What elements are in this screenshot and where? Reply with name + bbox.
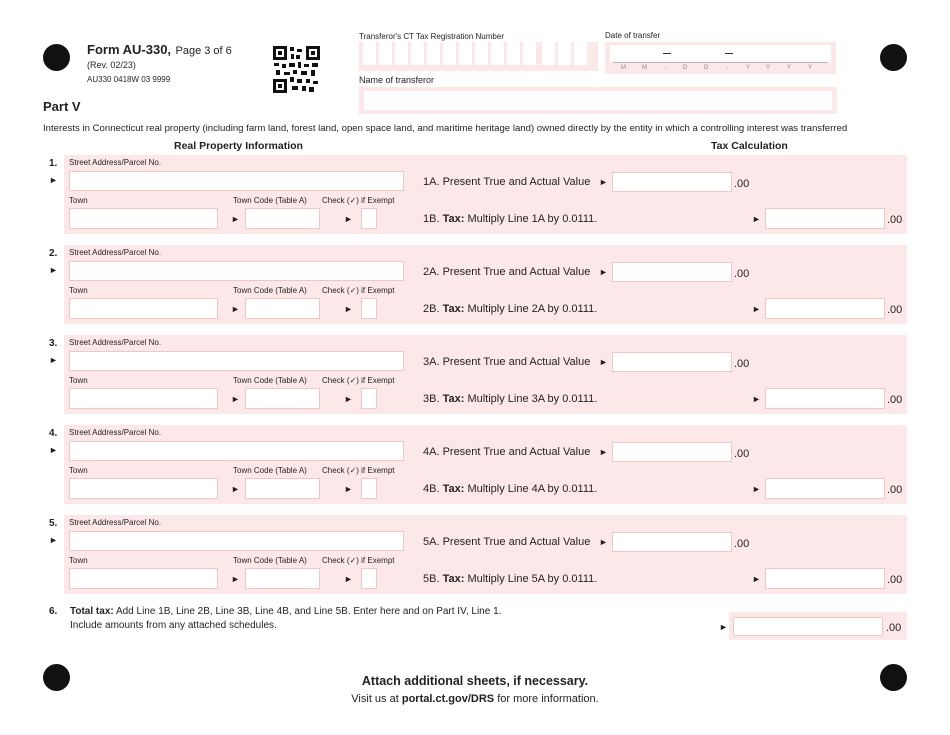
visit-prefix: Visit us at (351, 693, 399, 705)
exempt-checkbox[interactable] (361, 478, 377, 499)
exempt-checkbox[interactable] (361, 388, 377, 409)
total-cents: .00 (886, 622, 902, 634)
attach-note: Attach additional sheets, if necessary. (361, 674, 589, 688)
total-arrow-icon: ► (719, 622, 728, 632)
value-arrow-icon: ► (599, 537, 608, 547)
date-char-sep2: - (726, 65, 728, 71)
value-cents: .00 (734, 268, 750, 280)
exempt-arrow-icon: ► (344, 484, 353, 494)
value-label: 5A. Present True and Actual Value (423, 536, 591, 548)
town-code-input[interactable] (245, 568, 320, 589)
value-cents: .00 (734, 538, 750, 550)
town-code-arrow-icon: ► (231, 394, 240, 404)
row-number: 3. (49, 338, 58, 349)
value-input[interactable] (612, 352, 732, 372)
town-input[interactable] (69, 478, 218, 499)
date-char-y4: Y (808, 65, 813, 71)
street-input[interactable] (69, 441, 404, 461)
town-code-input[interactable] (245, 388, 320, 409)
value-cents: .00 (734, 178, 750, 190)
qr-code-icon (273, 46, 320, 93)
tax-input[interactable] (765, 208, 885, 229)
part-description: Interests in Connecticut real property (including farm land, forest land, open space land, and maritime heritage land) owned directly by the entity in which a controlling interest was transferred (43, 123, 848, 134)
tax-prefix: 4B. (423, 483, 440, 495)
town-code-input[interactable] (245, 478, 320, 499)
town-code-input[interactable] (245, 208, 320, 229)
date-char-y2: Y (766, 65, 771, 71)
tax-input[interactable] (765, 478, 885, 499)
value-input[interactable] (612, 532, 732, 552)
tax-input[interactable] (765, 568, 885, 589)
total-bold: Total tax: (70, 606, 114, 617)
row-number: 1. (49, 158, 58, 169)
registration-mark-top-left (43, 44, 70, 71)
tax-label (423, 573, 597, 585)
form-title (87, 41, 232, 59)
value-arrow-icon: ► (599, 357, 608, 367)
row-arrow-icon: ► (49, 265, 58, 275)
town-code-arrow-icon: ► (231, 574, 240, 584)
value-label: 4A. Present True and Actual Value (423, 446, 591, 458)
tax-text: Multiply Line 3A by 0.0111. (467, 393, 598, 405)
tax-prefix: 3B. (423, 393, 440, 405)
value-label: 2A. Present True and Actual Value (423, 266, 591, 278)
row-arrow-icon: ► (49, 535, 58, 545)
exempt-label: Check (✓) if Exempt (322, 196, 395, 205)
total-number: 6. (49, 606, 58, 617)
value-input[interactable] (612, 442, 732, 462)
row-number: 4. (49, 428, 58, 439)
value-cents: .00 (734, 448, 750, 460)
value-input[interactable] (612, 172, 732, 192)
town-label: Town (69, 286, 88, 295)
street-input[interactable] (69, 261, 404, 281)
row-number: 5. (49, 518, 58, 529)
row-arrow-icon: ► (49, 355, 58, 365)
visit-suffix: for more information. (497, 693, 599, 705)
tax-text: Multiply Line 5A by 0.0111. (467, 573, 598, 585)
street-input[interactable] (69, 351, 404, 371)
town-code-label: Town Code (Table A) (233, 286, 307, 295)
tax-input[interactable] (765, 298, 885, 319)
col-header-tax: Tax Calculation (711, 140, 788, 152)
exempt-label: Check (✓) if Exempt (322, 376, 395, 385)
tax-bold: Tax: (442, 483, 465, 495)
revision-date: (Rev. 02/23) (87, 60, 136, 70)
tax-label (423, 213, 597, 225)
street-input[interactable] (69, 171, 404, 191)
portal-link[interactable]: portal.ct.gov/DRS (401, 693, 495, 705)
date-char-d1: D (683, 65, 688, 71)
date-char-sep1: - (665, 65, 667, 71)
total-text (70, 606, 501, 617)
col-header-property: Real Property Information (174, 140, 303, 152)
tax-arrow-icon: ► (752, 394, 761, 404)
date-char-y3: Y (787, 65, 792, 71)
exempt-checkbox[interactable] (361, 298, 377, 319)
exempt-arrow-icon: ► (344, 214, 353, 224)
date-char-m1: M (621, 65, 626, 71)
tax-arrow-icon: ► (752, 484, 761, 494)
town-input[interactable] (69, 388, 218, 409)
street-label: Street Address/Parcel No. (69, 248, 162, 257)
name-label: Name of transferor (359, 75, 435, 85)
exempt-arrow-icon: ► (344, 304, 353, 314)
town-code-input[interactable] (245, 298, 320, 319)
exempt-checkbox[interactable] (361, 208, 377, 229)
form-code: AU330 0418W 03 9999 (87, 75, 171, 84)
date-char-d2: D (704, 65, 709, 71)
row-number: 2. (49, 248, 58, 259)
total-instruction: Add Line 1B, Line 2B, Line 3B, Line 4B, and Line 5B. Enter here and on Part IV, Line 1. (115, 606, 502, 617)
town-label: Town (69, 196, 88, 205)
reg-number-label: Transferor's CT Tax Registration Number (359, 32, 504, 41)
date-char-m2: M (642, 65, 647, 71)
town-code-arrow-icon: ► (231, 304, 240, 314)
street-label: Street Address/Parcel No. (69, 518, 162, 527)
tax-cents: .00 (887, 484, 903, 496)
tax-label (423, 303, 597, 315)
town-code-label: Town Code (Table A) (233, 466, 307, 475)
town-code-label: Town Code (Table A) (233, 196, 307, 205)
town-label: Town (69, 376, 88, 385)
tax-arrow-icon: ► (752, 574, 761, 584)
name-field[interactable] (359, 87, 837, 114)
tax-bold: Tax: (442, 393, 465, 405)
tax-cents: .00 (887, 394, 903, 406)
value-cents: .00 (734, 358, 750, 370)
value-arrow-icon: ► (599, 447, 608, 457)
tax-text: Multiply Line 2A by 0.0111. (467, 303, 598, 315)
town-code-label: Town Code (Table A) (233, 376, 307, 385)
tax-input[interactable] (765, 388, 885, 409)
tax-label (423, 393, 597, 405)
total-line2: Include amounts from any attached schedules. (70, 620, 277, 631)
total-tax-input[interactable] (733, 617, 883, 636)
street-label: Street Address/Parcel No. (69, 158, 162, 167)
form-name: Form AU-330, (87, 42, 172, 57)
tax-prefix: 1B. (423, 213, 440, 225)
town-input[interactable] (69, 298, 218, 319)
tax-prefix: 5B. (423, 573, 440, 585)
tax-bold: Tax: (442, 213, 465, 225)
street-input[interactable] (69, 531, 404, 551)
reg-number-field[interactable] (359, 42, 598, 71)
exempt-arrow-icon: ► (344, 394, 353, 404)
exempt-label: Check (✓) if Exempt (322, 286, 395, 295)
exempt-label: Check (✓) if Exempt (322, 466, 395, 475)
date-field[interactable] (605, 42, 836, 74)
exempt-checkbox[interactable] (361, 568, 377, 589)
value-label: 1A. Present True and Actual Value (423, 176, 591, 188)
visit-line (0, 693, 950, 705)
tax-bold: Tax: (442, 573, 465, 585)
value-arrow-icon: ► (599, 177, 608, 187)
town-input[interactable] (69, 208, 218, 229)
registration-mark-top-right (880, 44, 907, 71)
tax-bold: Tax: (442, 303, 465, 315)
town-label: Town (69, 556, 88, 565)
tax-cents: .00 (887, 304, 903, 316)
town-code-arrow-icon: ► (231, 484, 240, 494)
street-label: Street Address/Parcel No. (69, 428, 162, 437)
tax-cents: .00 (887, 214, 903, 226)
tax-arrow-icon: ► (752, 214, 761, 224)
town-input[interactable] (69, 568, 218, 589)
value-label: 3A. Present True and Actual Value (423, 356, 591, 368)
part-title: Part V (43, 99, 81, 114)
date-label: Date of transfer (605, 31, 661, 40)
value-input[interactable] (612, 262, 732, 282)
tax-cents: .00 (887, 574, 903, 586)
tax-text: Multiply Line 1A by 0.0111. (467, 213, 598, 225)
page-info: Page 3 of 6 (175, 45, 232, 57)
date-char-y1: Y (746, 65, 751, 71)
town-code-label: Town Code (Table A) (233, 556, 307, 565)
tax-label (423, 483, 597, 495)
exempt-label: Check (✓) if Exempt (322, 556, 395, 565)
tax-arrow-icon: ► (752, 304, 761, 314)
town-code-arrow-icon: ► (231, 214, 240, 224)
value-arrow-icon: ► (599, 267, 608, 277)
row-arrow-icon: ► (49, 445, 58, 455)
exempt-arrow-icon: ► (344, 574, 353, 584)
town-label: Town (69, 466, 88, 475)
street-label: Street Address/Parcel No. (69, 338, 162, 347)
tax-prefix: 2B. (423, 303, 440, 315)
tax-text: Multiply Line 4A by 0.0111. (467, 483, 598, 495)
row-arrow-icon: ► (49, 175, 58, 185)
